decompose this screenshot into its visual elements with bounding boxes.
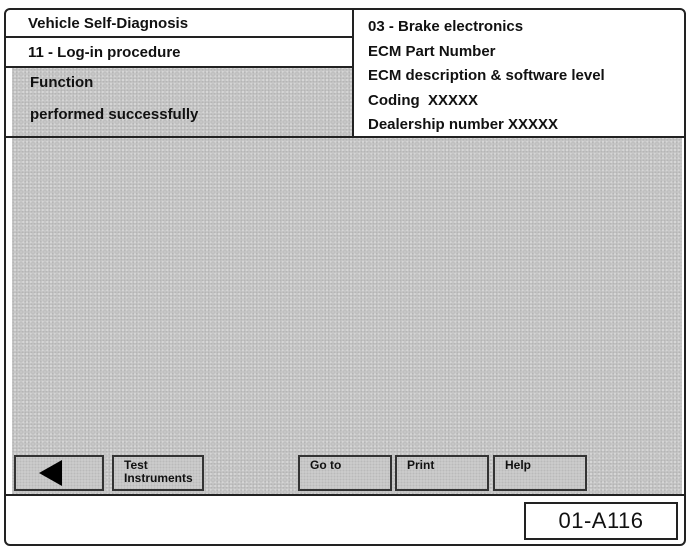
divider [352,10,354,138]
help-button[interactable] [493,455,587,491]
print-label: Print [407,458,435,472]
screen-title: Vehicle Self-Diagnosis [28,14,189,32]
ecm-description: ECM description & software level [368,67,605,84]
coding: Coding XXXXX [368,92,479,109]
main-display-area [12,138,682,494]
back-button[interactable] [14,455,104,491]
divider [6,36,352,38]
procedure-step: 11 - Log-in procedure [28,43,181,61]
go-to-button[interactable] [298,455,392,491]
help-label: Help [505,458,532,472]
test-instruments-label-2: Instruments [124,471,193,485]
status-message-panel [12,68,352,136]
triangle-left-icon [38,459,64,487]
tester-screen [4,8,686,546]
divider [6,494,684,496]
ecm-part-number: ECM Part Number [368,43,496,60]
print-button[interactable] [395,455,489,491]
status-line-2: performed successfully [30,106,199,123]
test-instruments-button[interactable] [112,455,204,491]
dealership-number: Dealership number XXXXX [368,116,559,133]
status-line-1: Function [30,74,94,91]
go-to-label: Go to [310,458,342,472]
test-instruments-label-1: Test [124,458,148,472]
figure-label: 01-A116 [524,502,678,540]
system-name: 03 - Brake electronics [368,18,524,35]
